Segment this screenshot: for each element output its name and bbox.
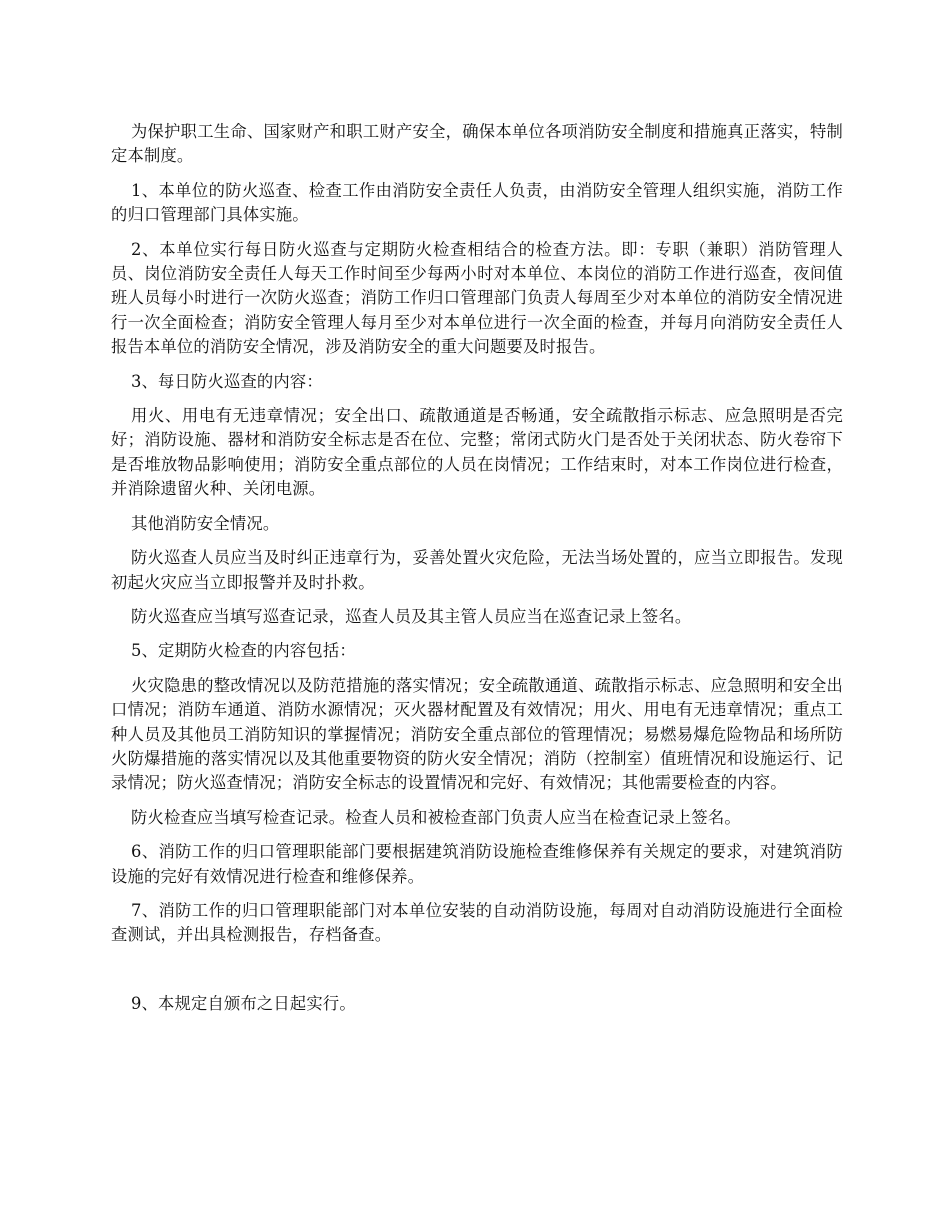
clause-1-paragraph: 1、本单位的防火巡查、检查工作由消防安全责任人负责，由消防安全管理人组织实施，消防工作的归口管理部门具体实施。 [111, 180, 843, 225]
clause-6-paragraph: 6、消防工作的归口管理职能部门要根据建筑消防设施检查维修保养有关规定的要求，对建筑消防设施的完好有效情况进行检查和维修保养。 [111, 842, 843, 886]
clause-5-heading: 5、定期防火检查的内容包括： [131, 641, 356, 661]
inspection-record-paragraph: 防火检查应当填写检查记录。检查人员和被检查部门负责人应当在检查记录上签名。 [131, 807, 741, 827]
daily-patrol-content-paragraph: 用火、用电有无违章情况；安全出口、疏散通道是否畅通，安全疏散指示标志、应急照明是否完好；消防设施、器材和消防安全标志是否在位、完整；常闭式防火门是否处于关闭状态、防火卷帘下是否堆放物品影响使用；消防安全重点部位的人员在岗情况；工作结束时，对本工作岗位进行检查，并消除遗留火种、关闭电源。 [111, 406, 843, 499]
intro-paragraph: 为保护职工生命、国家财产和职工财产安全，确保本单位各项消防安全制度和措施真正落实，特制定本制度。 [111, 122, 843, 166]
document-body [111, 120, 843, 1026]
clause-3-heading: 3、每日防火巡查的内容： [131, 371, 323, 391]
clause-9-paragraph: 9、本规定自颁布之日起实行。 [131, 993, 356, 1013]
clause-2-paragraph: 2、本单位实行每日防火巡查与定期防火检查相结合的检查方法。即：专职（兼职）消防管理人员、岗位消防安全责任人每天工作时间至少每两小时对本单位、本岗位的消防工作进行巡查，夜间值班人员每小时进行一次防火巡查；消防工作归口管理部门负责人每周至少对本单位的消防安全情况进行一次全面检查；消防安全管理人每月至少对本单位进行一次全面的检查，并每月向消防安全责任人报告本单位的消防安全情况，涉及消防安全的重大问题要及时报告。 [111, 239, 843, 357]
regular-inspection-content-paragraph: 火灾隐患的整改情况以及防范措施的落实情况；安全疏散通道、疏散指示标志、应急照明和安全出口情况；消防车通道、消防水源情况；灭火器材配置及有效情况；用火、用电有无违章情况；重点工种人员及其他员工消防知识的掌握情况；消防安全重点部位的管理情况；易燃易爆危险物品和场所防火防爆措施的落实情况以及其他重要物资的防火安全情况；消防（控制室）值班情况和设施运行、记录情况；防火巡查情况；消防安全标志的设置情况和完好、有效情况；其他需要检查的内容。 [111, 675, 843, 793]
patrol-response-paragraph: 防火巡查人员应当及时纠正违章行为，妥善处置火灾危险，无法当场处置的，应当立即报告。发现初起火灾应当立即报警并及时扑救。 [111, 548, 843, 592]
patrol-record-paragraph: 防火巡查应当填写巡查记录，巡查人员及其主管人员应当在巡查记录上签名。 [131, 606, 692, 626]
other-safety-paragraph: 其他消防安全情况。 [131, 513, 280, 533]
clause-7-paragraph: 7、消防工作的归口管理职能部门对本单位安装的自动消防设施，每周对自动消防设施进行全面检查测试，并出具检测报告，存档备查。 [111, 900, 843, 945]
